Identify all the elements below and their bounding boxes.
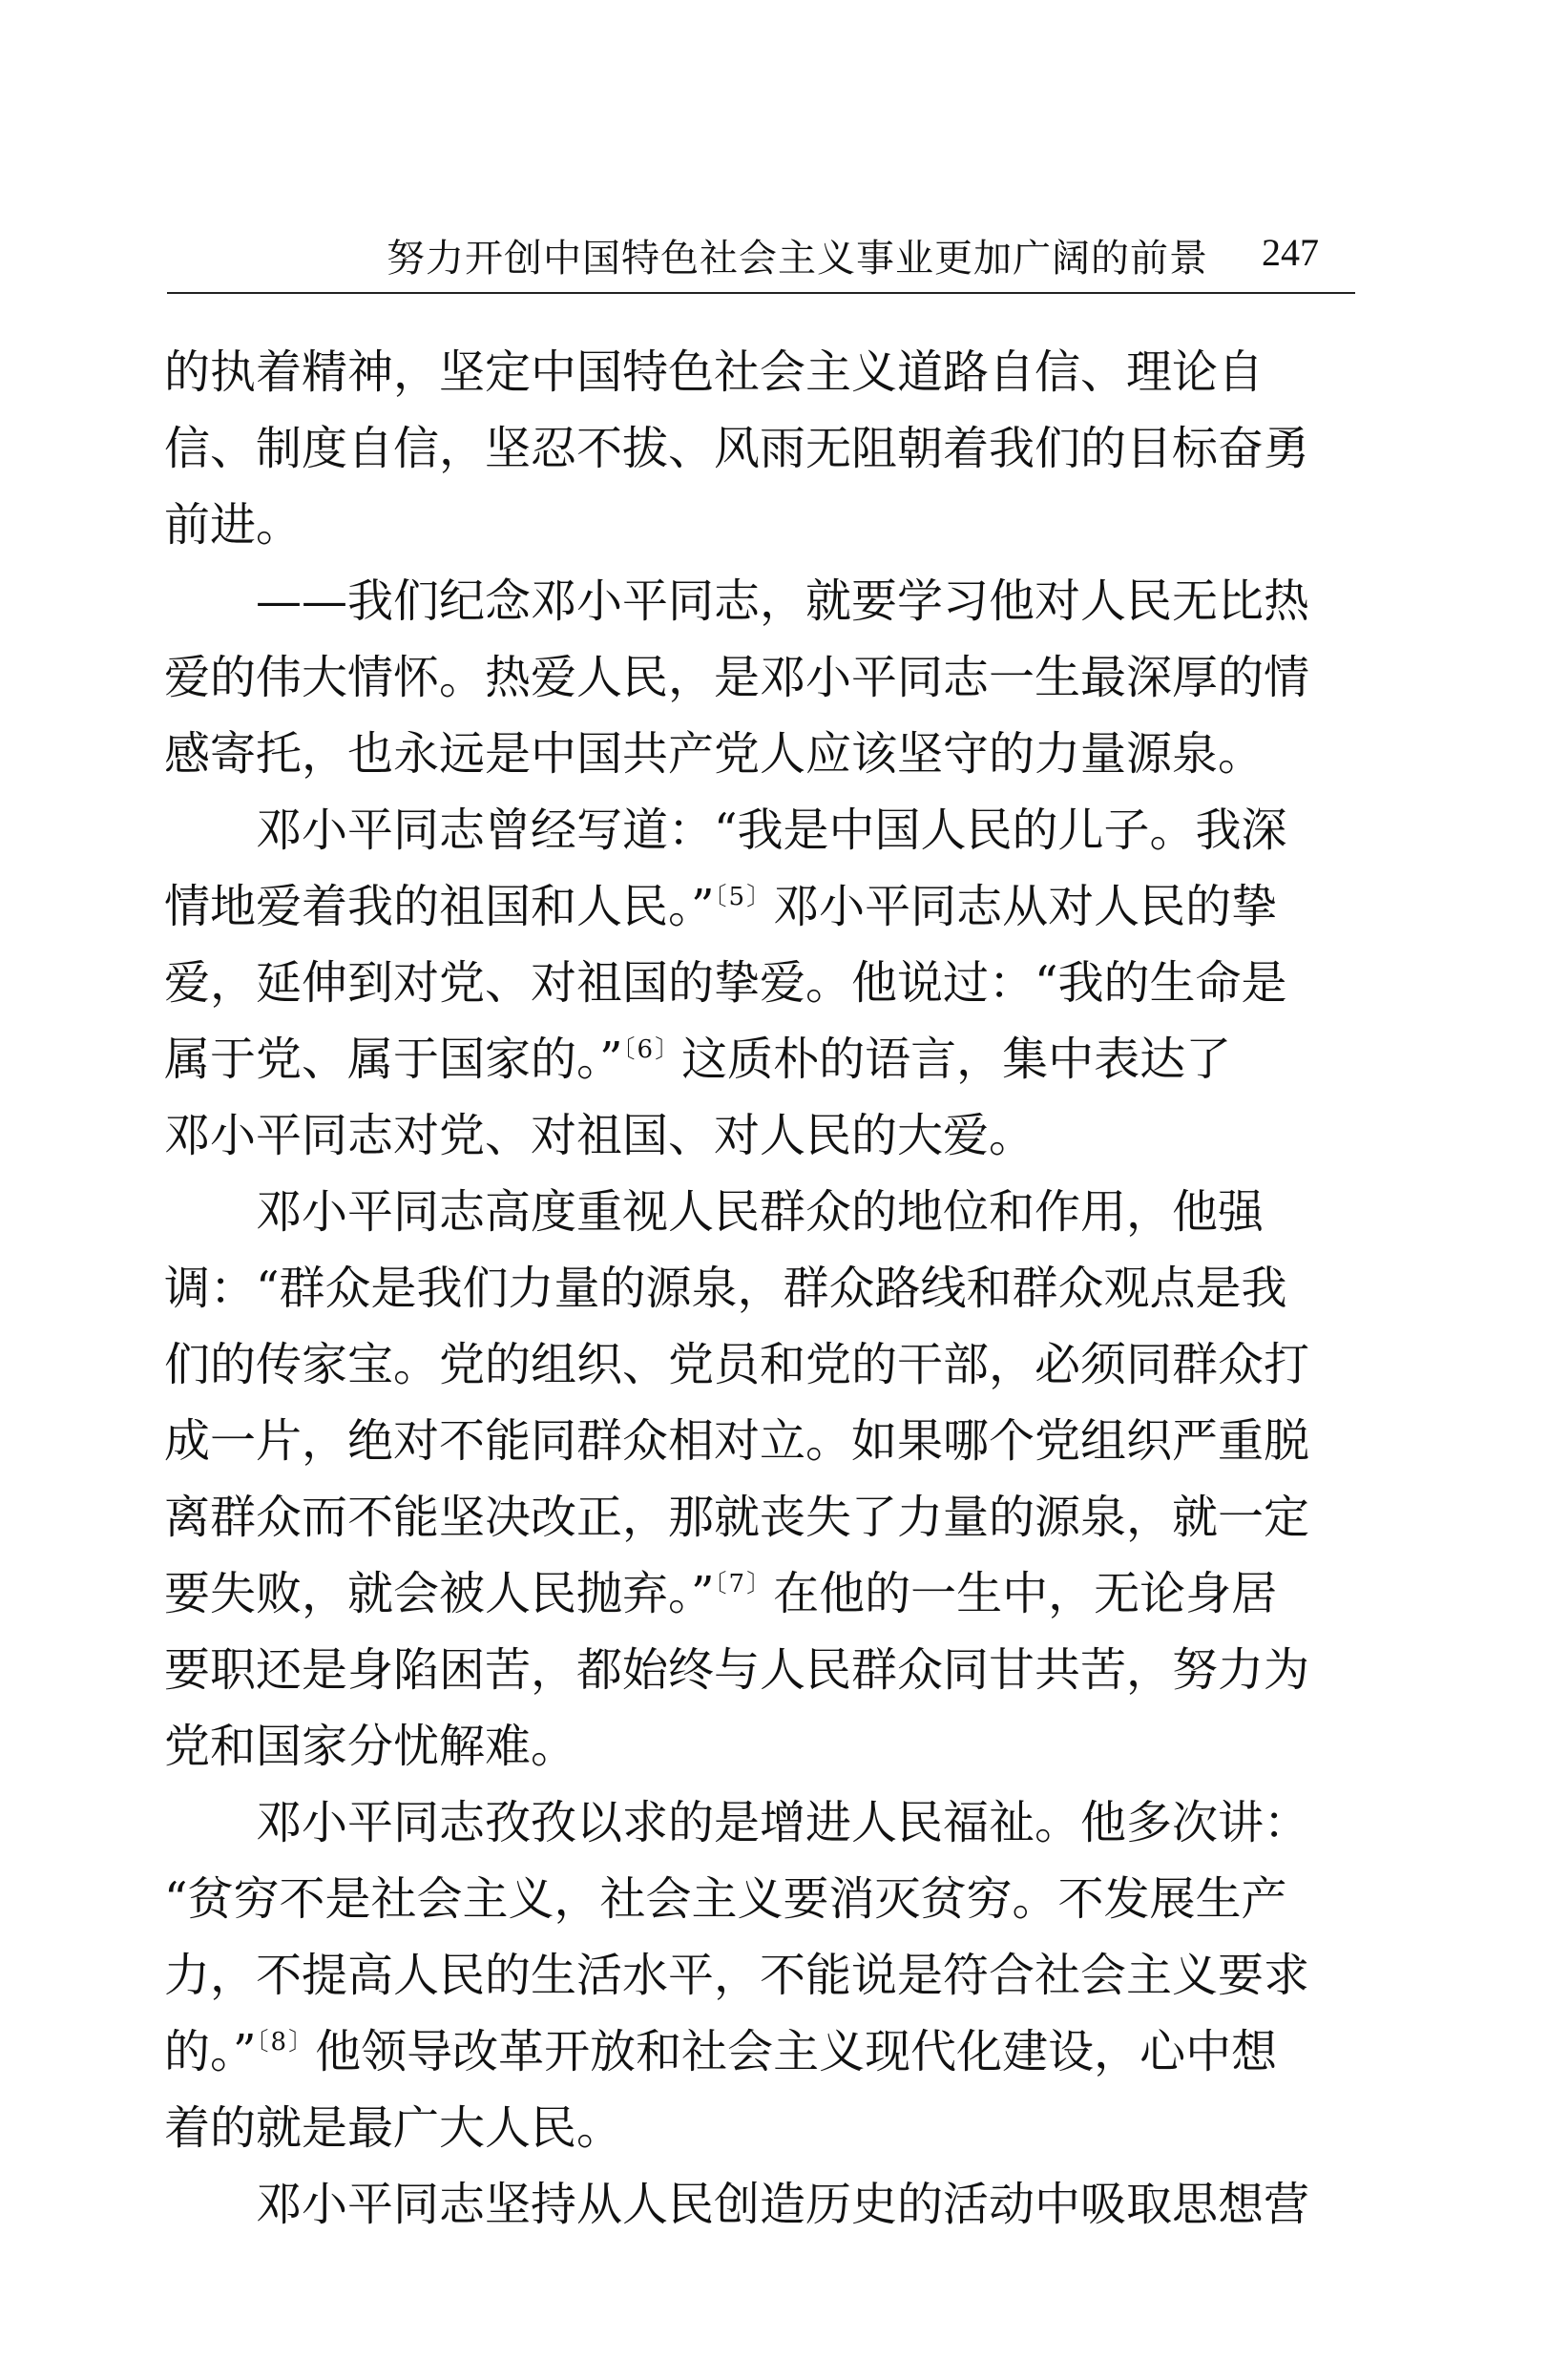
text-segment: 要失败，就会被人民抛弃。” (164, 1567, 715, 1620)
running-header (167, 224, 1355, 282)
footnote-ref: 〔6〕 (622, 1035, 682, 1064)
text-line: 邓小平同志曾经写道：“我是中国人民的儿子。我深 (256, 804, 1287, 857)
text-segment: 情地爱着我的祖国和人民。” (164, 880, 715, 933)
text-line: 感寄托，也永远是中国共产党人应该坚守的力量源泉。 (164, 727, 1265, 781)
page-number: 247 (1262, 231, 1319, 274)
text-line (164, 2014, 1357, 2090)
text-line: ——我们纪念邓小平同志，就要学习他对人民无比热 (256, 574, 1310, 628)
footnote-ref: 〔8〕 (256, 2028, 316, 2056)
text-line: 的执着精神，坚定中国特色社会主义道路自信、理论自 (164, 345, 1265, 399)
text-line: 邓小平同志孜孜以求的是增进人民福祉。他多次讲： (256, 1796, 1310, 1849)
text-line: 要职还是身陷困苦，都始终与人民群众同甘共苦，努力为 (164, 1643, 1310, 1697)
text-line: 前进。 (164, 498, 303, 552)
text-line: 党和国家分忧解难。 (164, 1720, 577, 1773)
footnote-ref: 〔7〕 (714, 1570, 774, 1598)
text-line: 邓小平同志高度重视人民群众的地位和作用，他强 (256, 1185, 1265, 1239)
text-line: 力，不提高人民的生活水平，不能说是符合社会主义要求 (164, 1949, 1310, 2002)
text-line: 信、制度自信，坚忍不拔、风雨无阻朝着我们的目标奋勇 (164, 422, 1310, 475)
body-text (164, 334, 1357, 2243)
text-line: 邓小平同志坚持从人民创造历史的活动中吸取思想营 (256, 2178, 1310, 2231)
text-line (164, 1555, 1357, 1632)
text-segment: 邓小平同志从对人民的挚 (773, 880, 1278, 933)
text-line: 成一片，绝对不能同群众相对立。如果哪个党组织严重脱 (164, 1414, 1310, 1468)
text-segment: 这质朴的语言，集中表达了 (681, 1033, 1232, 1086)
header-rule (167, 292, 1355, 294)
text-line: 爱，延伸到对党、对祖国的挚爱。他说过：“我的生命是 (164, 956, 1287, 1010)
text-line (164, 1021, 1357, 1097)
text-line: 们的传家宝。党的组织、党员和党的干部，必须同群众打 (164, 1338, 1310, 1391)
text-segment: 他领导改革开放和社会主义现代化建设，心中想 (315, 2025, 1278, 2078)
text-line: 爱的伟大情怀。热爱人民，是邓小平同志一生最深厚的情 (164, 651, 1310, 704)
text-segment: 在他的一生中，无论身居 (773, 1567, 1278, 1620)
footnote-ref: 〔5〕 (714, 883, 774, 911)
text-line: 邓小平同志对党、对祖国、对人民的大爱。 (164, 1109, 1035, 1162)
text-line: 离群众而不能坚决改正，那就丧失了力量的源泉，就一定 (164, 1491, 1310, 1544)
text-line: 调：“群众是我们力量的源泉，群众路线和群众观点是我 (164, 1262, 1287, 1315)
text-segment: 的。” (164, 2025, 257, 2078)
text-segment: 属于党、属于国家的。” (164, 1033, 623, 1086)
text-line: 着的就是最广大人民。 (164, 2101, 623, 2155)
text-line (164, 868, 1357, 945)
text-line: “贫穷不是社会主义，社会主义要消灭贫穷。不发展生产 (164, 1872, 1287, 1926)
running-title: 努力开创中国特色社会主义事业更加广阔的前景 (387, 237, 1208, 281)
